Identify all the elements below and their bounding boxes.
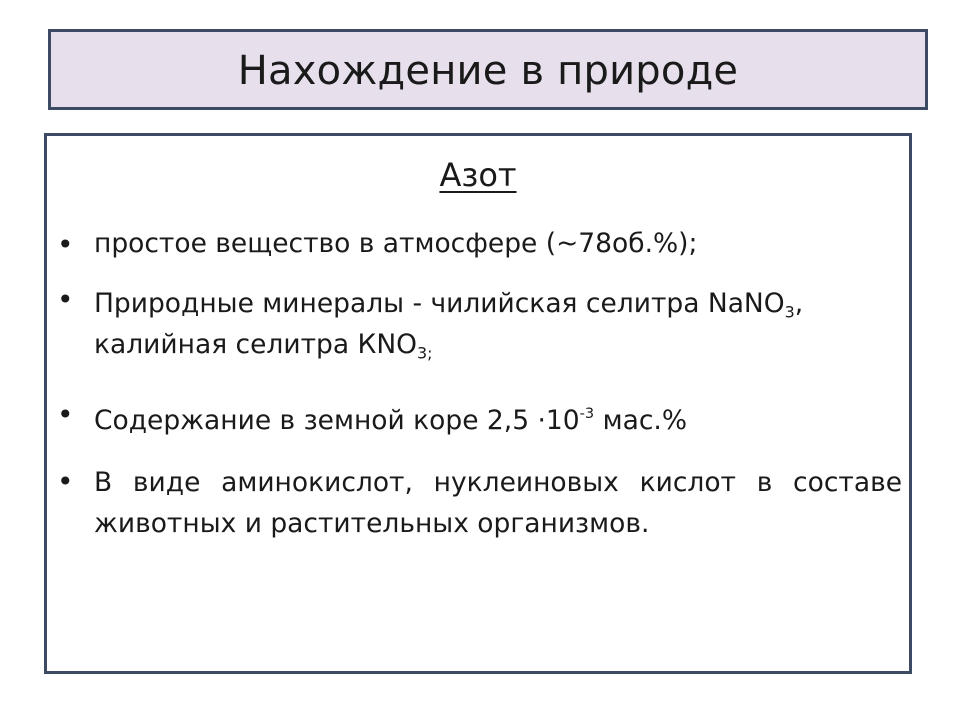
- superscript: -3: [579, 405, 595, 423]
- slide-title-box: [48, 29, 928, 110]
- bullet-item-3-text-cont: мас.%: [594, 405, 688, 436]
- bullet-item-3: [94, 400, 902, 441]
- bullet-item-4: В виде аминокислот, нуклеиновых кислот в составе животных и растительных организмов.: [94, 467, 902, 539]
- bullet-icon: •: [57, 398, 74, 431]
- bullet-item-2: [94, 283, 902, 365]
- slide-title: Нахождение в природе: [237, 47, 739, 94]
- bullet-item-1: [94, 223, 902, 264]
- subtitle-text: Азот: [439, 156, 517, 194]
- bullet-icon: •: [57, 465, 74, 498]
- bullet-item-3-text: Содержание в земной коре 2,5 ·10: [94, 405, 580, 436]
- subscript: 3;: [417, 343, 433, 363]
- bullet-item-2-text-cont: , калийная селитра КNO: [94, 288, 804, 360]
- subscript: 3: [784, 302, 795, 322]
- slide-content-box: [44, 133, 912, 674]
- bullet-icon: •: [57, 283, 74, 316]
- bullet-item-1-text: простое вещество в атмосфере (~78об.%);: [94, 228, 698, 259]
- bullet-item-2-text: Природные минералы - чилийская селитра NaNO: [94, 288, 785, 319]
- bullet-icon: •: [57, 228, 74, 261]
- slide-subtitle: [47, 156, 909, 194]
